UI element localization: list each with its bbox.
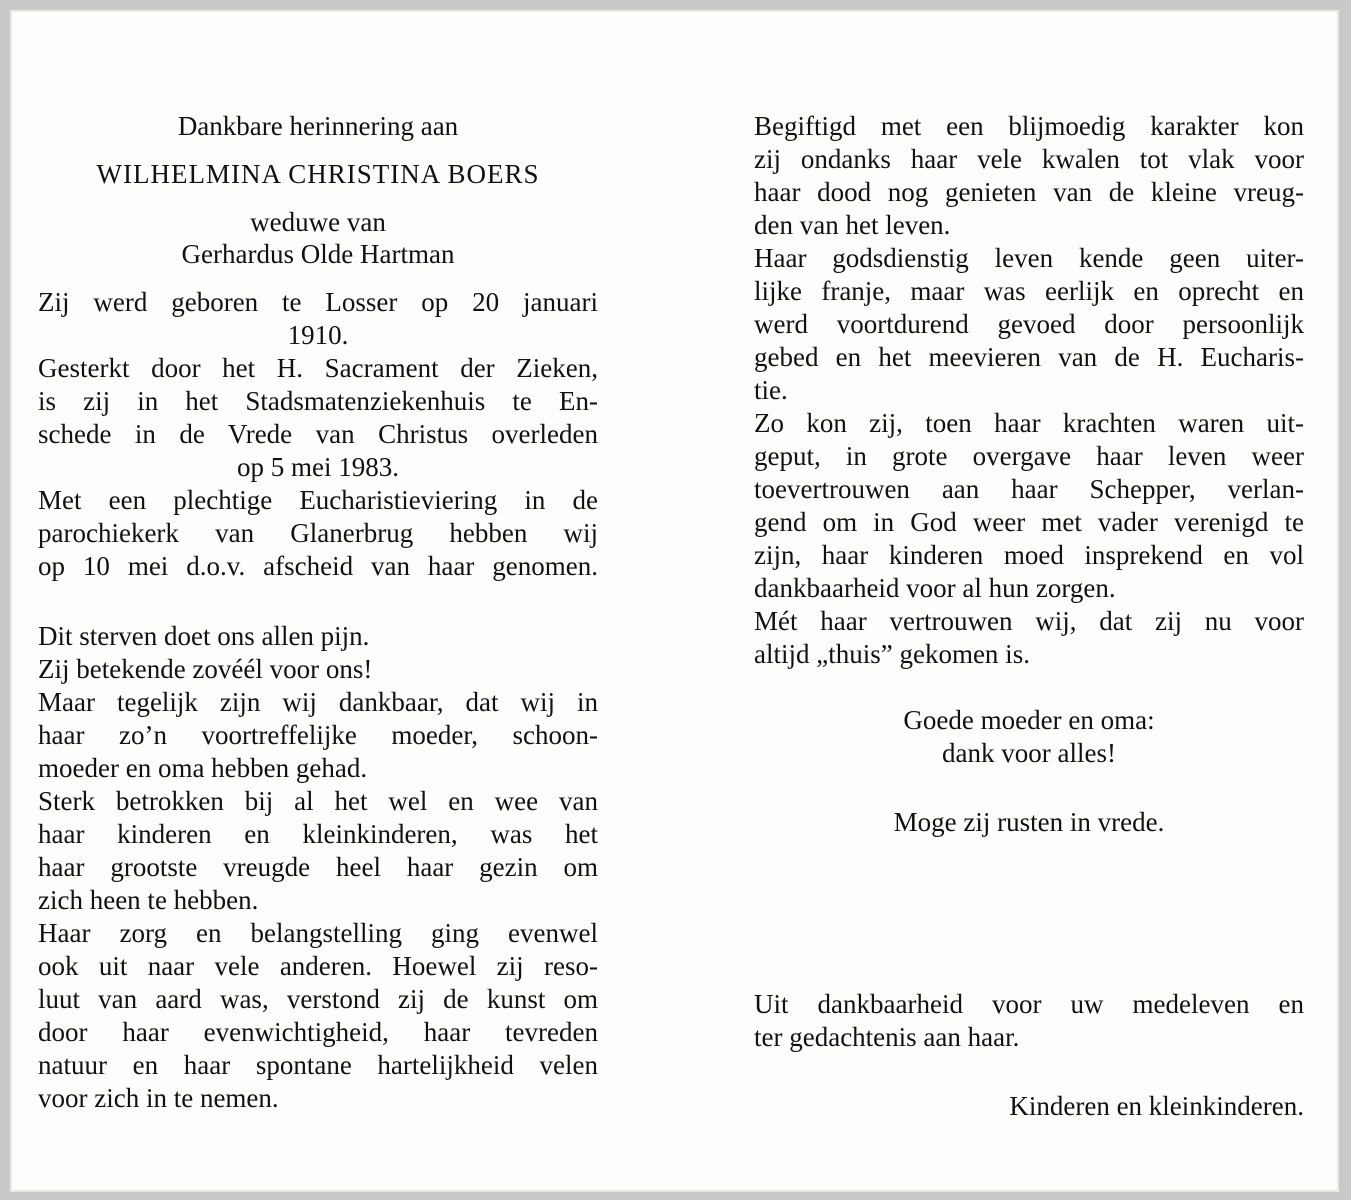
character-paragraph: [754, 110, 1304, 671]
text-line: Gesterkt door het H. Sacrament der Zieken,: [38, 353, 598, 383]
text-line: Met een plechtige Eucharistieviering in de: [38, 485, 598, 515]
thanks-paragraph: [754, 988, 1304, 1054]
text-line: zijn, haar kinderen moed insprekend en vol: [754, 540, 1304, 570]
text-line: dank voor alles!: [942, 738, 1116, 768]
text-line: parochiekerk van Glanerbrug hebben wij: [38, 518, 598, 548]
text-line: geput, in grote overgave haar leven weer: [754, 441, 1304, 471]
text-line: ook uit naar vele anderen. Hoewel zij reso-: [38, 951, 598, 981]
text-line: haar dood nog genieten van de kleine vreug-: [754, 177, 1304, 207]
text-line: op 10 mei d.o.v. afscheid van haar genomen.: [38, 551, 598, 581]
text-line: Zij werd geboren te Losser op 20 januari: [38, 287, 598, 317]
text-line: tie.: [754, 375, 788, 405]
text-line: gend om in God weer met vader verenigd te: [754, 507, 1304, 537]
text-line: haar zo’n voortreffelijke moeder, schoon-: [38, 720, 598, 750]
text-line: Dit sterven doet ons allen pijn.: [38, 621, 370, 651]
text-line: Zo kon zij, toen haar krachten waren uit-: [754, 408, 1304, 438]
text-line: luut van aard was, verstond zij de kunst om: [38, 984, 598, 1014]
text-line: altijd „thuis” gekomen is.: [754, 639, 1030, 669]
text-line: moeder en oma hebben gehad.: [38, 753, 368, 783]
text-line: natuur en haar spontane hartelijkheid velen: [38, 1050, 598, 1080]
text-line: Mét haar vertrouwen wij, dat zij nu voor: [754, 606, 1304, 636]
text-line: is zij in het Stadsmatenziekenhuis te En-: [38, 386, 598, 416]
text-line: op 5 mei 1983.: [237, 452, 399, 482]
text-line: werd voortdurend gevoed door persoonlijk: [754, 309, 1304, 339]
text-line: Sterk betrokken bij al het wel en wee van: [38, 786, 598, 816]
husband-name: Gerhardus Olde Hartman: [181, 239, 455, 269]
text-line: Haar zorg en belangstelling ging evenwel: [38, 918, 598, 948]
text-line: Haar godsdienstig leven kende geen uiter-: [754, 243, 1304, 273]
text-line: dankbaarheid voor al hun zorgen.: [754, 573, 1116, 603]
prayer-line: Moge zij rusten in vrede.: [893, 807, 1165, 837]
biography-paragraph: [38, 286, 598, 583]
widow-of-line: weduwe van: [250, 207, 386, 237]
text-line: den van het leven.: [754, 210, 951, 240]
text-line: haar kinderen en kleinkinderen, was het: [38, 819, 598, 849]
text-line: Maar tegelijk zijn wij dankbaar, dat wij in: [38, 687, 598, 717]
text-line: ter gedachtenis aan haar.: [754, 1022, 1020, 1052]
text-line: voor zich in te nemen.: [38, 1083, 279, 1113]
memorial-card: [10, 10, 1339, 1192]
text-line: Goede moeder en oma:: [903, 705, 1155, 735]
deceased-name: WILHELMINA CHRISTINA BOERS: [96, 159, 540, 189]
tribute-paragraph: [38, 620, 598, 1115]
text-line: toevertrouwen aan haar Schepper, verlan-: [754, 474, 1304, 504]
intro-line: Dankbare herinnering aan: [177, 111, 459, 141]
text-line: 1910.: [287, 320, 349, 350]
signature-line: Kinderen en kleinkinderen.: [1009, 1091, 1304, 1121]
farewell-block: [754, 704, 1304, 770]
text-line: lijke franje, maar was eerlijk en oprecht en: [754, 276, 1304, 306]
text-line: zich heen te hebben.: [38, 885, 259, 915]
text-line: schede in de Vrede van Christus overleden: [38, 419, 598, 449]
text-line: zij ondanks haar vele kwalen tot vlak voor: [754, 144, 1304, 174]
text-line: Uit dankbaarheid voor uw medeleven en: [754, 989, 1304, 1019]
text-line: door haar evenwichtigheid, haar tevreden: [38, 1017, 598, 1047]
text-line: Zij betekende zovéél voor ons!: [38, 654, 373, 684]
text-line: haar grootste vreugde heel haar gezin om: [38, 852, 598, 882]
text-line: Begiftigd met een blijmoedig karakter kon: [754, 111, 1304, 141]
text-line: gebed en het meevieren van de H. Eucharis-: [754, 342, 1304, 372]
